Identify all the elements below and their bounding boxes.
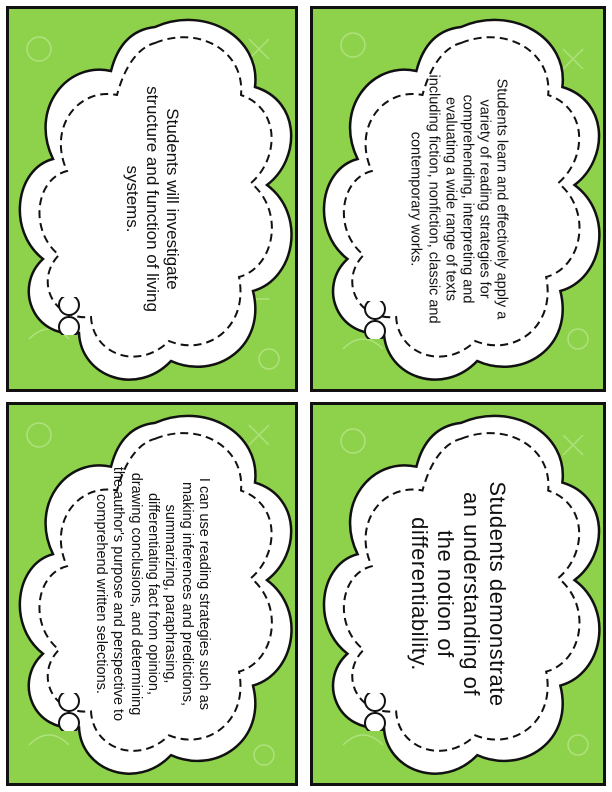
card-1-text: Students will investigate structure and function of living systems. bbox=[122, 86, 183, 312]
owl-glasses-logo bbox=[349, 301, 401, 339]
card-4-text: Students demonstrate an understanding of the notion of differentiability. bbox=[407, 481, 510, 707]
owl-glasses-logo bbox=[43, 693, 95, 731]
owl-glasses-logo bbox=[349, 693, 401, 731]
owl-glasses-logo bbox=[43, 297, 95, 335]
standard-card-1 bbox=[6, 6, 298, 392]
standard-card-2 bbox=[310, 6, 606, 392]
card-2-text: Students learn and effectively apply a variety of reading strategies for comprehending, interpreting and evaluating a wide range of texts including fiction, nonfiction, classic and contemporary works. bbox=[407, 74, 510, 324]
card-3-text: I can use reading strategies such as making inferences and predictions, summarizing, paraphrasing, differentiating fact from opinion, drawing conclusions, and determining the author's purpose and perspective to comprehend written selections. bbox=[93, 466, 212, 722]
standard-card-3 bbox=[6, 402, 298, 786]
standard-card-4 bbox=[310, 402, 606, 786]
